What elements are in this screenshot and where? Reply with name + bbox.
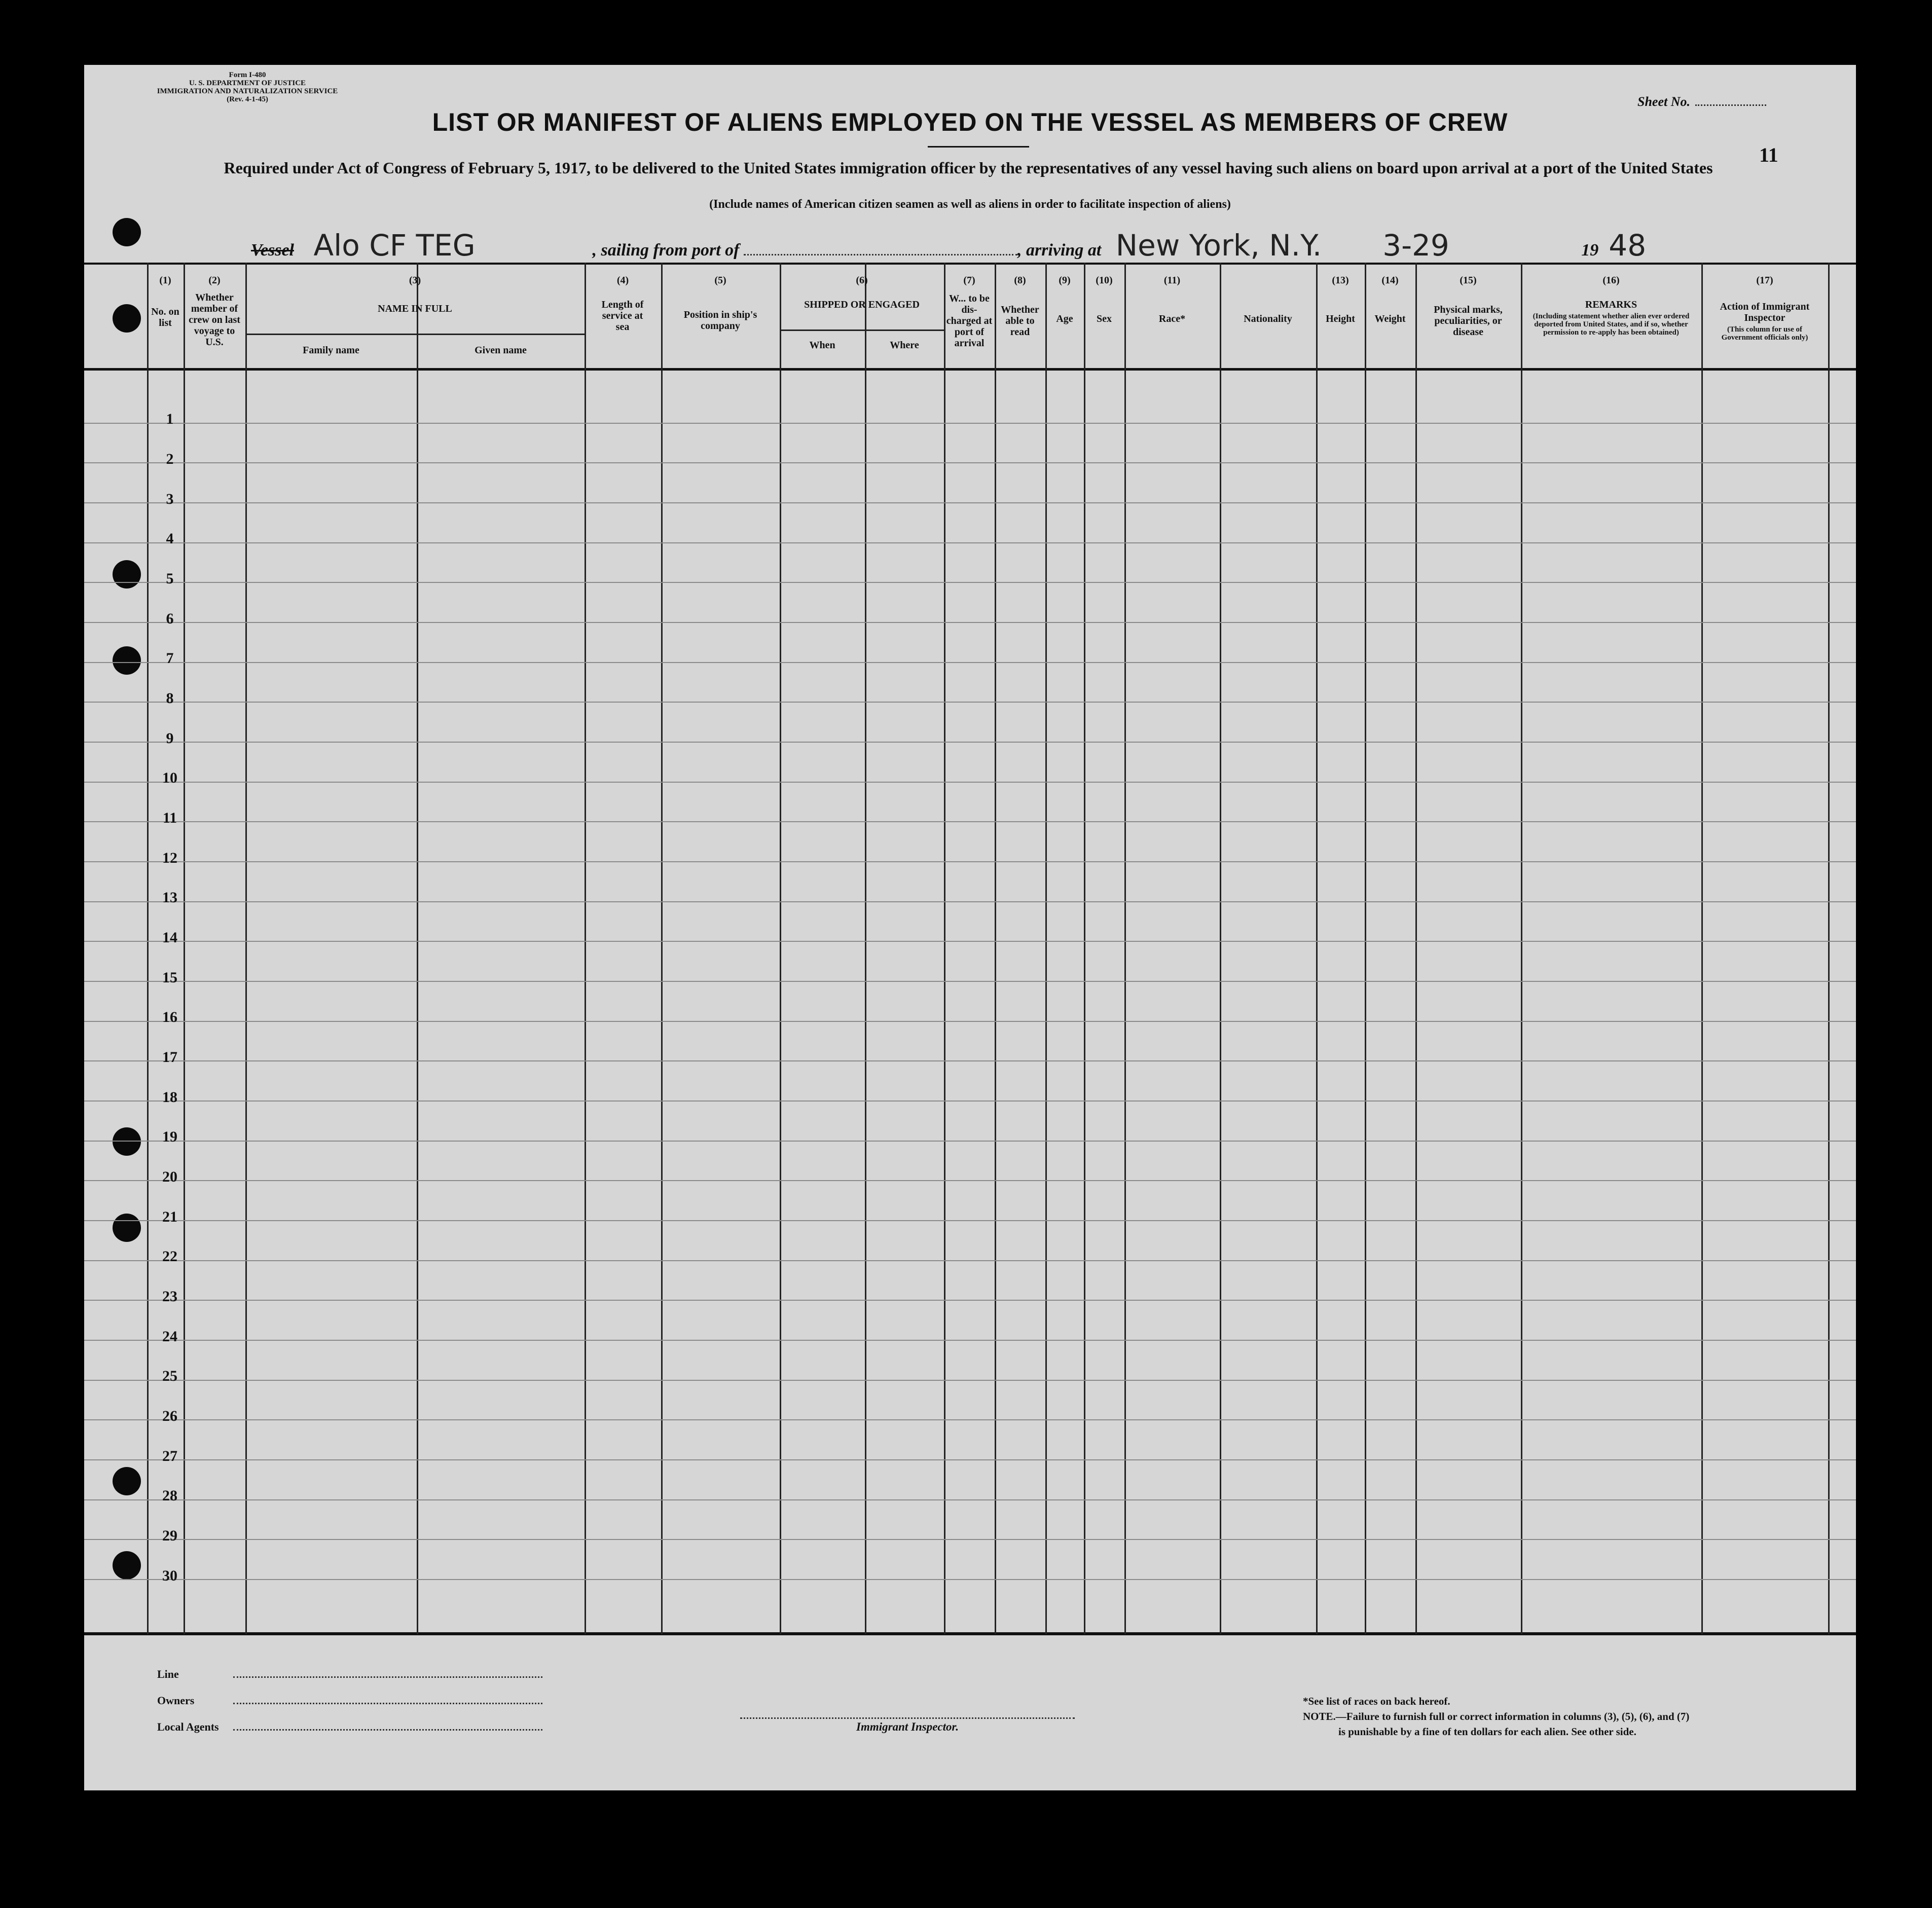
col9-label: Age <box>1056 313 1073 324</box>
arriving-place: New York, N.Y. <box>1115 228 1322 263</box>
owners-label: Owners <box>157 1694 195 1707</box>
col14-label: Weight <box>1374 313 1406 324</box>
col11-label: Race* <box>1158 313 1186 324</box>
arriving-at-label: , arriving at <box>1017 241 1102 260</box>
department-name: U. S. DEPARTMENT OF JUSTICE <box>189 79 306 87</box>
col16-label: REMARKS <box>1585 299 1637 310</box>
row-number: 27 <box>162 1448 177 1464</box>
row-number: 30 <box>162 1567 177 1584</box>
title-rule <box>928 146 1029 148</box>
penalty-note-2: is punishable by a fine of ten dollars for each alien. See other side. <box>1338 1726 1636 1738</box>
row-number: 29 <box>162 1527 177 1544</box>
col15-number: (15) <box>1460 275 1477 286</box>
col3-family-name: Family name <box>303 345 359 356</box>
row-number: 24 <box>162 1328 177 1345</box>
row-number: 20 <box>162 1168 177 1185</box>
row-number: 13 <box>162 889 177 906</box>
row-number: 8 <box>166 690 174 707</box>
col6-label: SHIPPED OR ENGAGED <box>804 299 920 310</box>
row-number: 11 <box>162 810 177 826</box>
line-label: Line <box>157 1668 179 1680</box>
row-number: 25 <box>162 1368 177 1384</box>
col13-label: Height <box>1326 313 1355 324</box>
year-prefix: 19 <box>1581 241 1599 260</box>
crew-table <box>84 263 1856 1634</box>
punch-hole <box>113 218 141 246</box>
col6-when: When <box>809 340 835 351</box>
vessel-line <box>251 228 1646 264</box>
col5-label: Position in ship's company <box>683 309 757 332</box>
local-agents-label: Local Agents <box>157 1720 219 1733</box>
sailing-from-label: , sailing from port of <box>592 241 740 260</box>
col5-number: (5) <box>714 275 726 286</box>
row-number: 26 <box>162 1408 177 1424</box>
row-number: 18 <box>162 1089 177 1106</box>
row-number: 16 <box>162 1009 177 1025</box>
footer-owners <box>157 1694 542 1707</box>
form-identifier <box>141 71 354 103</box>
arrival-date: 3-29 <box>1382 228 1449 263</box>
form-number: Form I-480 <box>229 71 266 79</box>
col8-number: (8) <box>1014 275 1026 286</box>
races-note: *See list of races on back hereof. <box>1303 1695 1450 1707</box>
service-name: IMMIGRATION AND NATURALIZATION SERVICE <box>157 87 338 95</box>
row-number: 6 <box>166 610 174 627</box>
col1-label: No. on list <box>151 306 179 328</box>
col1-number: (1) <box>159 275 171 286</box>
row-number: 21 <box>162 1208 177 1225</box>
vessel-label: Vessel <box>251 241 294 260</box>
col10-label: Sex <box>1097 313 1112 324</box>
document-title: LIST OR MANIFEST OF ALIENS EMPLOYED ON THE VESSEL AS MEMBERS OF CREW <box>432 108 1508 136</box>
year-suffix: 48 <box>1609 228 1647 263</box>
row-number: 14 <box>162 929 177 946</box>
col4-number: (4) <box>616 275 629 286</box>
col16-detail: (Including statement whether alien ever ordered deported from United States, and if so, whether permission to re-apply has been obtained) <box>1533 312 1690 337</box>
col2-label: Whether member of crew on last voyage to U.S. <box>189 292 240 348</box>
include-note: (Include names of American citizen seamen as well as aliens in order to facilitate inspection of aliens) <box>709 198 1231 211</box>
row-number: 5 <box>166 570 174 587</box>
row-number: 17 <box>162 1049 177 1066</box>
row-number: 22 <box>162 1248 177 1265</box>
col12-label: Nationality <box>1244 313 1292 324</box>
row-number: 2 <box>166 451 174 467</box>
row-number: 12 <box>162 850 177 866</box>
col11-number: (11) <box>1163 275 1181 286</box>
col6-number: (6) <box>856 275 868 286</box>
col4-label: Length of service at sea <box>601 299 644 333</box>
col3-given-name: Given name <box>475 345 527 356</box>
penalty-note-1: NOTE.—Failure to furnish full or correct information in columns (3), (5), (6), and (7) <box>1303 1710 1690 1722</box>
col2-number: (2) <box>208 275 221 286</box>
col14-number: (14) <box>1381 275 1399 286</box>
col10-number: (10) <box>1096 275 1113 286</box>
row-number: 15 <box>162 969 177 986</box>
row-number: 19 <box>162 1128 177 1145</box>
col6-where: Where <box>890 340 919 351</box>
row-number: 28 <box>162 1487 177 1504</box>
row-number: 1 <box>166 411 174 427</box>
col16-number: (16) <box>1602 275 1620 286</box>
revision-date: (Rev. 4-1-45) <box>227 95 268 103</box>
row-number: 3 <box>166 491 174 507</box>
col17-label: Action of Immigrant Inspector <box>1720 301 1810 323</box>
col17-number: (17) <box>1756 275 1773 286</box>
col7-label: W... to be dis-charged at port of arrival <box>946 293 993 349</box>
col7-number: (7) <box>963 275 975 286</box>
footer-line <box>157 1668 542 1681</box>
col3-number: (3) <box>409 275 421 286</box>
col15-label: Physical marks, peculiarities, or disease <box>1434 304 1503 338</box>
row-number: 9 <box>166 730 174 747</box>
vessel-name: Alo CF TEG <box>313 228 476 263</box>
col8-label: Whether able to read <box>1001 304 1039 338</box>
row-number: 4 <box>166 530 174 547</box>
row-number: 23 <box>162 1288 177 1305</box>
col3-label: NAME IN FULL <box>378 303 452 314</box>
sheet-label: Sheet No. <box>1637 94 1690 109</box>
col17-detail: (This column for use of Government officials only) <box>1721 325 1808 342</box>
row-number: 7 <box>166 650 174 667</box>
inspector-signature-line <box>740 1717 1075 1719</box>
requirement-statement: Required under Act of Congress of February 5, 1917, to be delivered to the United States immigration officer by the representatives of any vessel having such aliens on board upon arrival at a port of the United States <box>224 159 1713 177</box>
col9-number: (9) <box>1059 275 1071 286</box>
immigrant-inspector-label: Immigrant Inspector. <box>856 1720 959 1733</box>
row-number: 10 <box>162 769 177 786</box>
col13-number: (13) <box>1332 275 1349 286</box>
sheet-number: 11 <box>1759 143 1778 166</box>
footer-agents <box>157 1720 542 1734</box>
